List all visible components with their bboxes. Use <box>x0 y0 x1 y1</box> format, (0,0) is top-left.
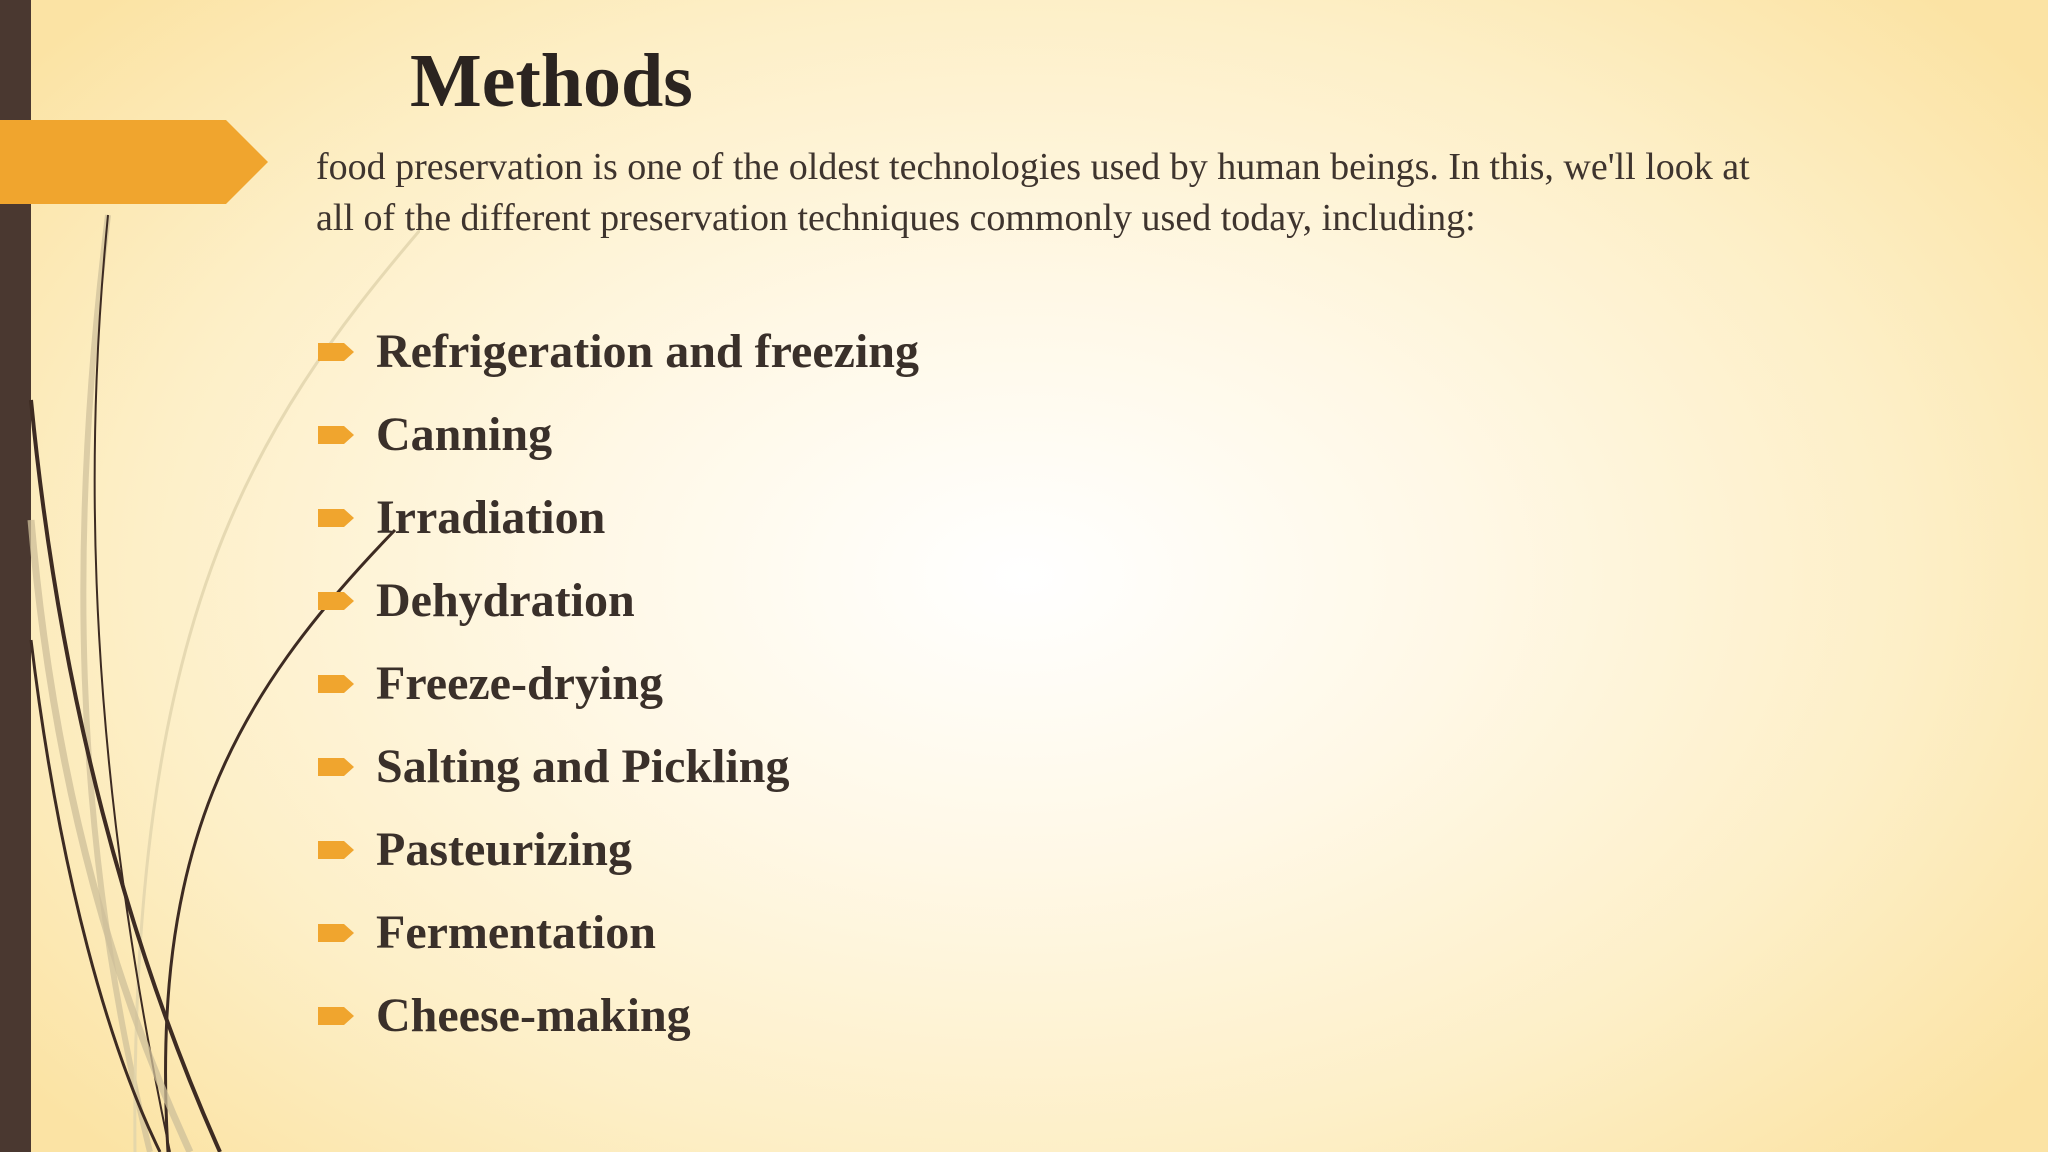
arrow-bullet-icon <box>318 339 358 365</box>
arrow-bullet-icon <box>318 422 358 448</box>
arrow-bullet-icon <box>318 671 358 697</box>
list-item-text: Canning <box>376 407 553 461</box>
list-item <box>318 559 919 642</box>
arrow-bullet-icon <box>318 754 358 780</box>
list-item-text: Freeze-drying <box>376 656 663 710</box>
list-item <box>318 393 919 476</box>
list-item-text: Salting and Pickling <box>376 739 790 793</box>
list-item <box>318 808 919 891</box>
list-item <box>318 891 919 974</box>
list-item-text: Fermentation <box>376 905 656 959</box>
arrow-bullet-icon <box>318 505 358 531</box>
list-item <box>318 476 919 559</box>
list-item-text: Pasteurizing <box>376 822 632 876</box>
list-item <box>318 725 919 808</box>
list-item-text: Refrigeration and freezing <box>376 324 919 378</box>
list-item <box>318 974 919 1057</box>
arrow-bullet-icon <box>318 920 358 946</box>
list-item-text: Irradiation <box>376 490 606 544</box>
list-item-text: Dehydration <box>376 573 635 627</box>
intro-paragraph: food preservation is one of the oldest technologies used by human beings. In this, we'll look at all of the different preservation techniques commonly used today, including: <box>316 146 1750 239</box>
list-item <box>318 310 919 393</box>
methods-list <box>318 310 919 1057</box>
list-item-text: Cheese-making <box>376 988 691 1042</box>
arrow-bullet-icon <box>318 837 358 863</box>
arrow-bullet-icon <box>318 1003 358 1029</box>
arrow-bullet-icon <box>318 588 358 614</box>
list-item <box>318 642 919 725</box>
slide-title: Methods <box>410 39 693 123</box>
title-accent-arrow <box>0 120 268 204</box>
